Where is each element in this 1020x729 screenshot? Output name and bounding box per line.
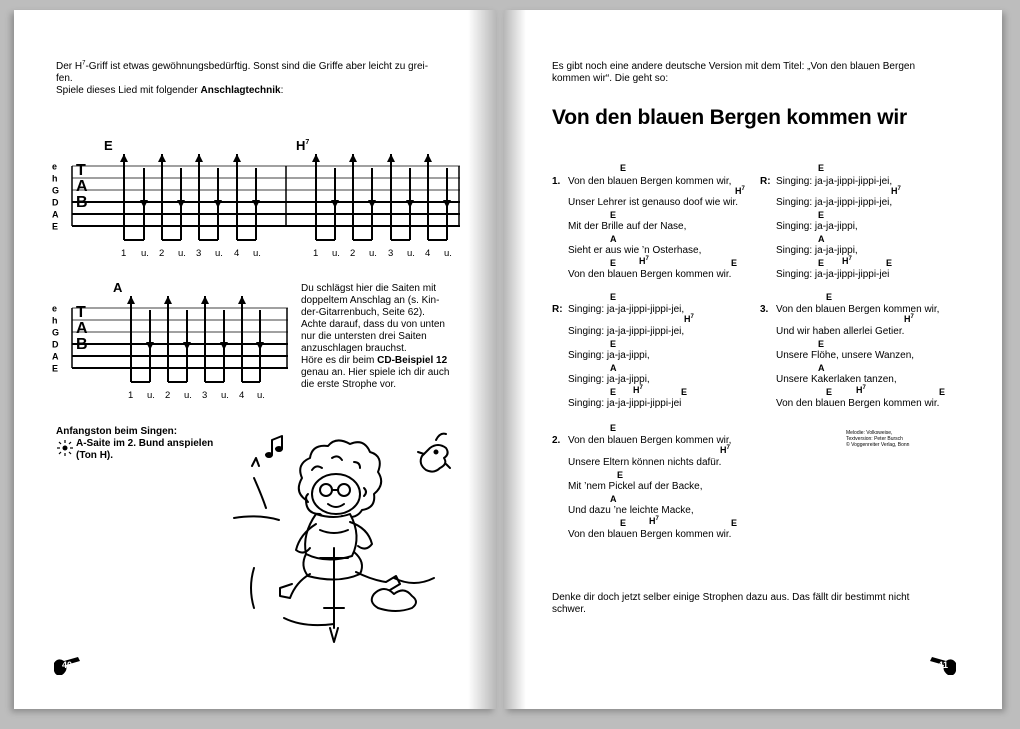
intro-line-2: fen. xyxy=(56,73,73,84)
chord-e: E xyxy=(610,258,617,268)
chord-h7: $H^7$ xyxy=(735,186,745,196)
string-name: A xyxy=(52,209,59,220)
count-label: u. xyxy=(257,390,265,401)
lyric-line: Mit der Brille auf der Nase, xyxy=(568,221,687,232)
tablature-1 xyxy=(50,130,462,260)
lyric-line: Von den blauen Bergen kommen wir, xyxy=(776,304,940,315)
anfangston-line-1: A-Saite im 2. Bund anspielen xyxy=(76,438,214,449)
explain-line: doppeltem Anschlag an (s. Kin- xyxy=(301,295,440,306)
chord-h7: $H^7$ xyxy=(720,445,730,455)
explain-line: Höre es dir beim CD-Beispiel 12 xyxy=(301,355,448,366)
right-page xyxy=(504,10,1002,709)
right-intro-line-1: Es gibt noch eine andere deutsche Version mit dem Titel: „Von den blauen Bergen xyxy=(552,61,916,72)
count-label: u. xyxy=(221,390,229,401)
tab-letter: T xyxy=(76,162,86,179)
page-number: 40 xyxy=(61,660,72,670)
arrow-head xyxy=(164,296,172,304)
chord-e: E xyxy=(610,387,617,397)
chord-e: E xyxy=(610,210,617,220)
arrow-head xyxy=(214,200,222,208)
count-label: 2 xyxy=(350,248,356,259)
credit-line: Textversion: Peter Bursch xyxy=(846,436,903,442)
chord-e: E xyxy=(826,292,833,302)
lyric-line: Von den blauen Bergen kommen wir, xyxy=(568,176,732,187)
chord-e: E xyxy=(826,387,833,397)
count-label: 4 xyxy=(425,248,431,259)
explain-line: Achte darauf, dass du von unten xyxy=(301,319,445,330)
page-gutter-shadow xyxy=(504,10,526,709)
chord-e: E xyxy=(818,339,825,349)
chord-e: E xyxy=(818,258,825,268)
arrow-head xyxy=(140,200,148,208)
outro-line-1: Denke dir doch jetzt selber einige Strophen dazu aus. Das fällt dir bestimmt nicht xyxy=(552,592,910,603)
page-number: 41 xyxy=(937,660,948,670)
arrow-head xyxy=(424,154,432,162)
chord-h7: $H^7$ xyxy=(684,314,694,324)
page-gutter-shadow xyxy=(468,10,496,709)
lyric-line: Singing: ja-ja-jippi, xyxy=(776,221,858,232)
lyric-line: Singing: ja-ja-jippi-jippi-jei, xyxy=(568,326,685,337)
chord-e: E xyxy=(610,292,617,302)
chord-a: A xyxy=(610,234,617,244)
arrow-head xyxy=(349,154,357,162)
tab-letter: B xyxy=(76,336,88,353)
lyric-line: Sieht er aus wie ’n Osterhase, xyxy=(568,245,702,256)
count-label: u. xyxy=(253,248,261,259)
string-name: E xyxy=(52,221,59,232)
explain-line: der-Gitarrenbuch, Seite 62). xyxy=(301,307,425,318)
lyric-line: Und dazu ’ne leichte Macke, xyxy=(568,505,694,516)
pogo-stick-illustration xyxy=(224,418,464,658)
lyric-line: Von den blauen Bergen kommen wir. xyxy=(568,269,732,280)
intro-line-3: Spiele dieses Lied mit folgender Anschlagtechnik: xyxy=(56,85,284,96)
chord-h7: $H^7$ xyxy=(904,314,914,324)
string-name: A xyxy=(52,351,59,362)
count-label: 3 xyxy=(202,390,208,401)
count-label: u. xyxy=(147,390,155,401)
chord-e: E xyxy=(620,518,627,528)
string-name: G xyxy=(52,327,60,338)
chord-e: E xyxy=(818,163,825,173)
string-name: e xyxy=(52,303,58,314)
lyric-line: Singing: ja-ja-jippi-jippi-jei, xyxy=(776,197,893,208)
arrow-head xyxy=(331,200,339,208)
arrow-head xyxy=(443,200,451,208)
arrow-head xyxy=(252,200,260,208)
lyric-line: Singing: ja-ja-jippi, xyxy=(568,374,650,385)
count-label: u. xyxy=(178,248,186,259)
count-label: 1 xyxy=(128,390,134,401)
verse-number: 3. xyxy=(760,304,769,315)
outro-line-2: schwer. xyxy=(552,604,586,615)
arrow-head xyxy=(158,154,166,162)
chord-h7: $H^7$ xyxy=(633,385,643,395)
chord-h7: $H^7$ xyxy=(842,256,852,266)
string-name: h xyxy=(52,315,58,326)
tablature-2 xyxy=(50,272,290,402)
arrow-head xyxy=(146,342,154,350)
explain-line: nur die untersten drei Saiten xyxy=(301,331,427,342)
arrow-head xyxy=(201,296,209,304)
chord-label-e: E xyxy=(104,138,113,153)
lyric-line: Singing: ja-ja-jippi, xyxy=(568,350,650,361)
arrow-head xyxy=(368,200,376,208)
count-label: u. xyxy=(407,248,415,259)
lyric-line: Singing: ja-ja-jippi-jippi-jei xyxy=(776,269,890,280)
chord-h7: $H^7$ xyxy=(891,186,901,196)
chord-e: E xyxy=(681,387,688,397)
count-label: u. xyxy=(332,248,340,259)
chord-e: E xyxy=(939,387,946,397)
song-title: Von den blauen Bergen kommen wir xyxy=(552,106,907,129)
chord-a: A xyxy=(610,363,617,373)
page-number-badge xyxy=(52,655,82,675)
lyric-line: Mit ’nem Pickel auf der Backe, xyxy=(568,481,703,492)
arrow-head xyxy=(183,342,191,350)
count-label: 3 xyxy=(388,248,394,259)
count-label: u. xyxy=(215,248,223,259)
chord-a: A xyxy=(818,363,825,373)
chord-h7: $H^7$ xyxy=(856,385,866,395)
chord-e: E xyxy=(620,163,627,173)
string-name: e xyxy=(52,161,58,172)
count-label: u. xyxy=(444,248,452,259)
chord-e: E xyxy=(610,339,617,349)
count-label: 2 xyxy=(159,248,165,259)
arrow-head xyxy=(220,342,228,350)
tab-letter: T xyxy=(76,304,86,321)
string-name: h xyxy=(52,173,58,184)
sound-burst-icon xyxy=(56,439,74,457)
count-label: 4 xyxy=(234,248,240,259)
arrow-head xyxy=(195,154,203,162)
chord-label-a: A xyxy=(113,280,123,295)
refrain-label: R: xyxy=(760,176,771,187)
chord-h7: $H^7$ xyxy=(639,256,649,266)
verse-number: 2. xyxy=(552,435,561,446)
string-name: G xyxy=(52,185,60,196)
chord-label-h7: $H^7$ xyxy=(296,138,310,153)
chord-e: E xyxy=(886,258,893,268)
lyric-line: Singing: ja-ja-jippi-jippi-jei xyxy=(568,398,682,409)
arrow-head xyxy=(177,200,185,208)
lyric-line: Unsere Kakerlaken tanzen, xyxy=(776,374,897,385)
lyric-line: Unser Lehrer ist genauso doof wie wir. xyxy=(568,197,739,208)
arrow-head xyxy=(120,154,128,162)
page-number-badge xyxy=(928,655,958,675)
string-name: D xyxy=(52,197,59,208)
arrow-head xyxy=(387,154,395,162)
explain-line: anzuschlagen brauchst. xyxy=(301,343,407,354)
arrow-head xyxy=(238,296,246,304)
lyric-line: Unsere Eltern können nichts dafür. xyxy=(568,457,722,468)
count-label: 4 xyxy=(239,390,245,401)
tab-letter: B xyxy=(76,194,88,211)
lyric-line: Singing: ja-ja-jippi-jippi-jei, xyxy=(568,304,685,315)
count-label: u. xyxy=(141,248,149,259)
string-name: E xyxy=(52,363,59,374)
arrow-head xyxy=(233,154,241,162)
tab-letter: A xyxy=(76,320,88,337)
count-label: u. xyxy=(184,390,192,401)
lyric-line: Singing: ja-ja-jippi, xyxy=(776,245,858,256)
count-label: 1 xyxy=(313,248,319,259)
count-label: 1 xyxy=(121,248,127,259)
chord-e: E xyxy=(731,258,738,268)
chord-e: E xyxy=(610,423,617,433)
lyric-line: Und wir haben allerlei Getier. xyxy=(776,326,905,337)
arrow-head xyxy=(312,154,320,162)
arrow-head xyxy=(256,342,264,350)
explain-line: Du schlägst hier die Saiten mit xyxy=(301,283,437,294)
intro-line-1: Der $H^7$-Griff ist etwas gewöhnungsbedürftig. Sonst sind die Griffe aber leicht zu grei- xyxy=(56,60,429,72)
anfangston-line-2: (Ton H). xyxy=(76,450,114,461)
explain-line: genau an. Hier spiele ich dir auch xyxy=(301,367,450,378)
string-name: D xyxy=(52,339,59,350)
chord-e: E xyxy=(731,518,738,528)
count-label: u. xyxy=(369,248,377,259)
lyric-line: Von den blauen Bergen kommen wir. xyxy=(568,529,732,540)
chord-e: E xyxy=(818,210,825,220)
lyric-line: Unsere Flöhe, unsere Wanzen, xyxy=(776,350,915,361)
credit-line: © Voggenreiter Verlag, Bonn xyxy=(846,442,910,448)
chord-h7: $H^7$ xyxy=(649,516,659,526)
credit-line: Melodie: Volksweise, xyxy=(846,430,893,436)
arrow-head xyxy=(127,296,135,304)
lyric-line: Von den blauen Bergen kommen wir, xyxy=(568,435,732,446)
chord-a: A xyxy=(818,234,825,244)
count-label: 2 xyxy=(165,390,171,401)
explain-line: die erste Strophe vor. xyxy=(301,379,397,390)
left-page xyxy=(14,10,496,709)
count-label: 3 xyxy=(196,248,202,259)
right-intro-line-2: kommen wir“. Die geht so: xyxy=(552,73,669,84)
refrain-label: R: xyxy=(552,304,563,315)
tab-letter: A xyxy=(76,178,88,195)
chord-a: A xyxy=(610,494,617,504)
verse-number: 1. xyxy=(552,176,561,187)
lyric-line: Singing: ja-ja-jippi-jippi-jei, xyxy=(776,176,893,187)
lyric-line: Von den blauen Bergen kommen wir. xyxy=(776,398,940,409)
arrow-head xyxy=(406,200,414,208)
anfangston-title: Anfangston beim Singen: xyxy=(56,426,178,437)
chord-e: E xyxy=(617,470,624,480)
